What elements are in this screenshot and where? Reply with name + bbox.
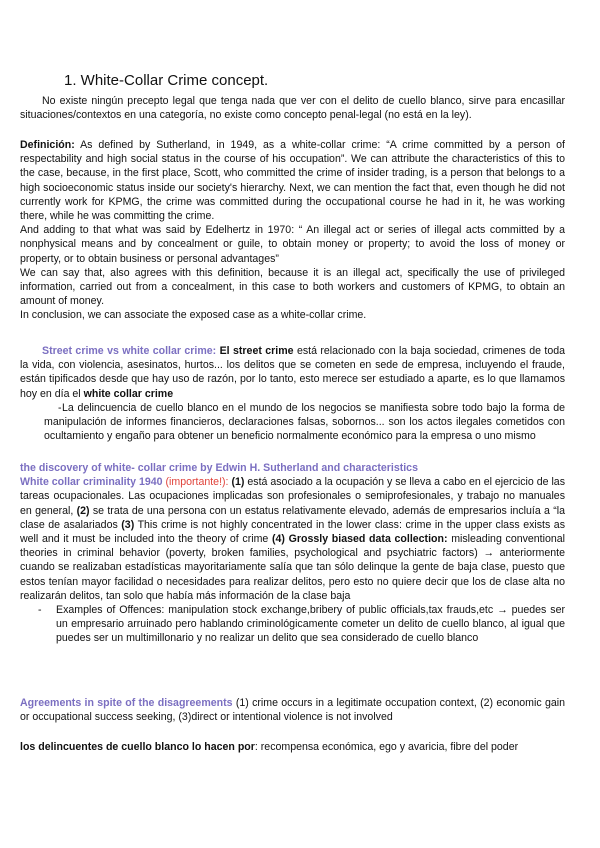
- motives-paragraph: [20, 740, 565, 754]
- intro-section: [20, 94, 565, 122]
- bullet-dash: -: [58, 401, 62, 414]
- important-note: (importante!):: [165, 476, 229, 489]
- point-1-text: está asociado a la ocupación y se lleva a cabo en el ejercicio de las tareas ocupacionales. Las ocupaciones implicadas son profesionales o semiprofesionales, y trabajo no manuales en general,: [20, 476, 565, 517]
- motives-section: [20, 740, 565, 754]
- street-crime-bullet: [20, 401, 565, 444]
- discovery-heading: the discovery of white- collar crime by Edwin H. Sutherland and characteristics: [20, 462, 418, 474]
- street-crime-el: El: [216, 345, 234, 357]
- agreement-paragraph: We can say that, also agrees with this definition, because it is an illegal act, specifically the use of privileged information, carried out from a concealment, in this case to both workers and customers of KPMG, to obtain an amount of money.: [20, 266, 565, 308]
- discovery-label: White collar criminality 1940: [20, 476, 163, 489]
- point-4-label: (4) Grossly biased data collection:: [272, 533, 448, 546]
- examples-bullet: [20, 603, 565, 646]
- point-3-text: This crime is not highly concentrated in the lower class: crime in the upper class exists as well and it must be included into the theory of crime: [20, 518, 565, 546]
- point-2-text: se trata de una persona con un estatus relativamente elevado, además de empresarios incluía a “la clase de asalariados: [20, 504, 565, 531]
- point-4-text: misleading conventional theories in criminal behavior (poverty, broken families, psychological and psychiatric factors) → anteriormente cuando se realizaban estadísticas mayoritariamente salía que tan sólo delinque la gente de baja clase, puesto que estos tenían mayor facilidad o necesidades para realizar delitos, pero esto no quiere decir que los de clase alta no realizarán delitos, tan solo que había más información de la clase baja: [20, 533, 566, 602]
- intro-paragraph: No existe ningún precepto legal que tenga nada que ver con el delito de cuello blanco, sirve para encasillar situaciones/contextos en una categoría, no existe como concepto penal-legal (no está en la ley).: [20, 95, 565, 122]
- motives-label: los delincuentes de cuello blanco lo hacen por: [20, 741, 255, 753]
- edelhertz-paragraph: And adding to that what was said by Edelhertz in 1970: “ An illegal act or series of illegal acts committed by a nonphysical means and by concealment or guile, to obtain money or property; to avoid the loss of money or property, or to obtain business or personal advantages”: [20, 224, 565, 265]
- agreements-paragraph: [20, 696, 565, 724]
- street-crime-label: Street crime vs white collar crime:: [42, 345, 217, 357]
- definition-text: As defined by Sutherland, in 1949, as a white-collar crime: “A crime committed by a person of respectability and high social status in the course of his occupation”. We can attribute the characteristics of this to the case, because, in the first place, Scott, who committed the crime of insider trading, is a person that belongs to a high socioeconomic status inside our society's hierarchy. Next, we can mention the fact that, even though he did not currently work for KPMG, the crime was committed during the occupational course he had in it, he was working there, while he was committing the crime.: [20, 139, 565, 223]
- agreements-label: Agreements in spite of the disagreements: [20, 697, 233, 709]
- point-1-label: (1): [231, 476, 245, 489]
- page-title: 1. White-Collar Crime concept.: [64, 72, 269, 89]
- street-crime-bullet-text: La delincuencia de cuello blanco en el mundo de los negocios se manifiesta sobre todo bajo la forma de manipulación de informes financieros, declaraciones falsas, sobornos... son los actos ilegales cometidos con ocultamiento y engaño para obtener un beneficio normalmente económico para la empresa o uno mismo: [44, 401, 565, 443]
- definition-section: [20, 138, 565, 323]
- discovery-section: [20, 461, 565, 646]
- definition-paragraph: [20, 138, 565, 223]
- conclusion-paragraph: In conclusion, we can associate the exposed case as a white-collar crime.: [20, 309, 367, 322]
- agreements-section: [20, 696, 565, 724]
- point-3-label: (3): [121, 518, 135, 531]
- examples-bullet-text: Examples of Offences: manipulation stock exchange,bribery of public officials,tax frauds,etc → puedes ser un empresario arruinado pero hablando criminológicamente cometer un delito de cuello blanco, al igual que puedes ser un multimillonario y no realizar un delito que sea considerado de cuello blanco: [56, 604, 565, 645]
- motives-text: : recompensa económica, ego y avaricia, fibre del poder: [254, 741, 519, 753]
- point-2-label: (2): [76, 504, 90, 517]
- white-collar-bold: white collar crime: [83, 387, 174, 400]
- street-crime-section: [20, 344, 565, 443]
- bullet-dash: -: [38, 604, 42, 617]
- street-crime-paragraph: [20, 344, 565, 401]
- discovery-paragraph: [20, 475, 565, 603]
- agreements-text: (1) crime occurs in a legitimate occupation context, (2) economic gain or occupational success seeking, (3)direct or intentional violence is not involved: [20, 697, 565, 724]
- street-crime-bold: street crime: [233, 345, 294, 357]
- definition-label: Definición:: [20, 139, 75, 151]
- street-crime-text: está relacionado con la baja sociedad, crimenes de toda la vida, con violencia, asesinatos, hurtos... los delitos que se cometen en sede de empresa, incluyendo el fraude, están tipificados desde que hay uso de razón, por lo tanto, esto merece ser estudiado a aparte, es lo que llamamos hoy en día el: [20, 345, 565, 400]
